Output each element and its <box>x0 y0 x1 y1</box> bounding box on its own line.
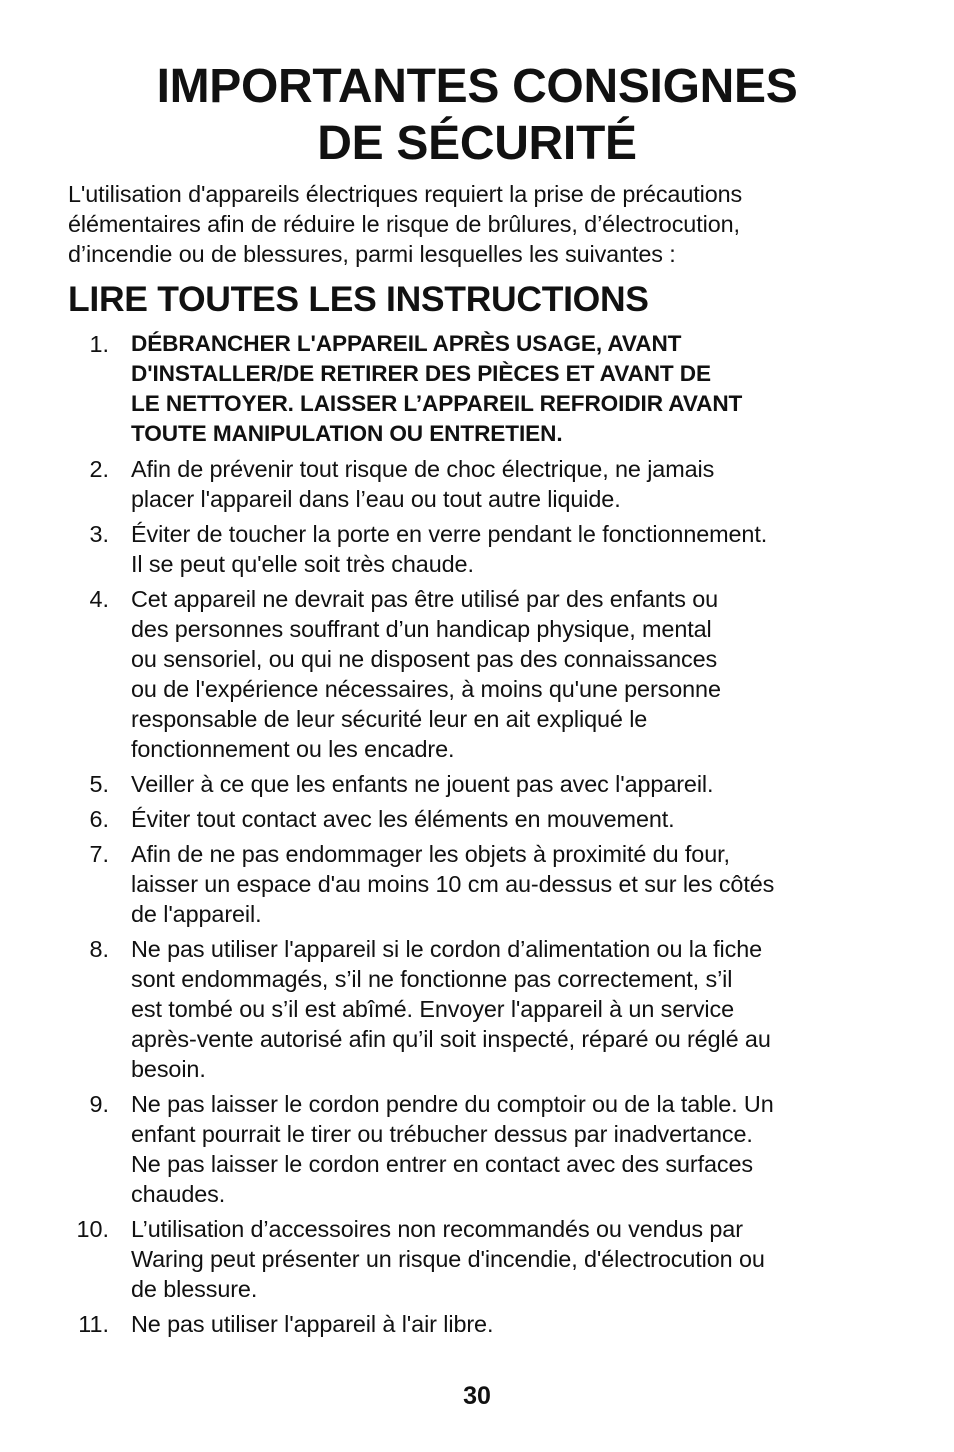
list-item <box>0 934 954 1084</box>
item-line: DÉBRANCHER L'APPAREIL APRÈS USAGE, AVANT <box>131 331 682 356</box>
list-item <box>0 769 954 799</box>
item-line: chaudes. <box>131 1181 226 1207</box>
list-item <box>0 329 954 449</box>
item-line: Ne pas laisser le cordon pendre du comptoir ou de la table. Un <box>131 1091 774 1117</box>
list-item <box>0 839 954 929</box>
item-line: des personnes souffrant d’un handicap physique, mental <box>131 616 712 642</box>
item-number: 7. <box>89 841 109 867</box>
item-text <box>131 934 954 1084</box>
item-number: 10. <box>76 1216 109 1242</box>
item-number: 2. <box>89 456 109 482</box>
list-item <box>0 1089 954 1209</box>
item-line: TOUTE MANIPULATION OU ENTRETIEN. <box>131 421 563 446</box>
item-line: Éviter de toucher la porte en verre pendant le fonctionnement. <box>131 521 768 547</box>
item-number: 4. <box>89 586 109 612</box>
item-number: 9. <box>89 1091 109 1117</box>
safety-instructions-list <box>0 329 954 1344</box>
item-line: Veiller à ce que les enfants ne jouent pas avec l'appareil. <box>131 771 714 797</box>
item-text <box>131 769 954 799</box>
item-line: de blessure. <box>131 1276 258 1302</box>
intro-line: élémentaires afin de réduire le risque de brûlures, d’électrocution, <box>68 211 740 237</box>
item-number: 11. <box>78 1311 109 1337</box>
item-line: enfant pourrait le tirer ou trébucher dessus par inadvertance. <box>131 1121 753 1147</box>
item-number: 8. <box>89 936 109 962</box>
item-line: Éviter tout contact avec les éléments en mouvement. <box>131 806 675 832</box>
item-line: Ne pas utiliser l'appareil à l'air libre. <box>131 1311 494 1337</box>
item-text <box>131 454 954 514</box>
item-line: Waring peut présenter un risque d'incendie, d'électrocution ou <box>131 1246 765 1272</box>
item-number: 1. <box>89 331 109 357</box>
section-heading: LIRE TOUTES LES INSTRUCTIONS <box>68 279 649 319</box>
item-line: ou de l'expérience nécessaires, à moins qu'une personne <box>131 676 721 702</box>
list-item <box>0 584 954 764</box>
item-line: Cet appareil ne devrait pas être utilisé par des enfants ou <box>131 586 719 612</box>
item-line: après-vente autorisé afin qu’il soit inspecté, réparé ou réglé au <box>131 1026 771 1052</box>
item-line: besoin. <box>131 1056 206 1082</box>
list-item <box>0 519 954 579</box>
item-line: placer l'appareil dans l’eau ou tout autre liquide. <box>131 486 621 512</box>
item-line: fonctionnement ou les encadre. <box>131 736 455 762</box>
item-text <box>131 839 954 929</box>
item-line: Afin de prévenir tout risque de choc électrique, ne jamais <box>131 456 715 482</box>
item-text <box>131 1089 954 1209</box>
item-line: sont endommagés, s’il ne fonctionne pas correctement, s’il <box>131 966 733 992</box>
item-text <box>131 519 954 579</box>
item-text <box>131 1214 954 1304</box>
item-line: LE NETTOYER. LAISSER L’APPAREIL REFROIDIR AVANT <box>131 391 743 416</box>
item-line: responsable de leur sécurité leur en ait expliqué le <box>131 706 648 732</box>
list-item <box>0 804 954 834</box>
item-line: Ne pas utiliser l'appareil si le cordon d’alimentation ou la fiche <box>131 936 763 962</box>
list-item <box>0 1309 954 1339</box>
item-line: Afin de ne pas endommager les objets à proximité du four, <box>131 841 730 867</box>
item-number: 3. <box>89 521 109 547</box>
intro-paragraph <box>68 179 898 269</box>
page-number: 30 <box>463 1382 491 1410</box>
item-line: ou sensoriel, ou qui ne disposent pas des connaissances <box>131 646 718 672</box>
item-text <box>131 584 954 764</box>
item-line: Il se peut qu'elle soit très chaude. <box>131 551 474 577</box>
intro-line: d’incendie ou de blessures, parmi lesquelles les suivantes : <box>68 241 676 267</box>
page-title <box>0 58 954 172</box>
item-line: D'INSTALLER/DE RETIRER DES PIÈCES ET AVANT DE <box>131 361 711 386</box>
item-line: est tombé ou s’il est abîmé. Envoyer l'appareil à un service <box>131 996 735 1022</box>
item-text <box>131 804 954 834</box>
item-number: 6. <box>89 806 109 832</box>
page-title-line-2: DE SÉCURITÉ <box>317 117 637 170</box>
page-title-line-1: IMPORTANTES CONSIGNES <box>156 60 798 113</box>
intro-line: L'utilisation d'appareils électriques requiert la prise de précautions <box>68 181 743 207</box>
item-line: Ne pas laisser le cordon entrer en contact avec des surfaces <box>131 1151 753 1177</box>
item-line: laisser un espace d'au moins 10 cm au-dessus et sur les côtés <box>131 871 775 897</box>
item-text <box>131 1309 954 1339</box>
item-line: L’utilisation d’accessoires non recommandés ou vendus par <box>131 1216 743 1242</box>
item-text <box>131 329 954 449</box>
item-line: de l'appareil. <box>131 901 262 927</box>
item-number: 5. <box>89 771 109 797</box>
list-item <box>0 454 954 514</box>
list-item <box>0 1214 954 1304</box>
